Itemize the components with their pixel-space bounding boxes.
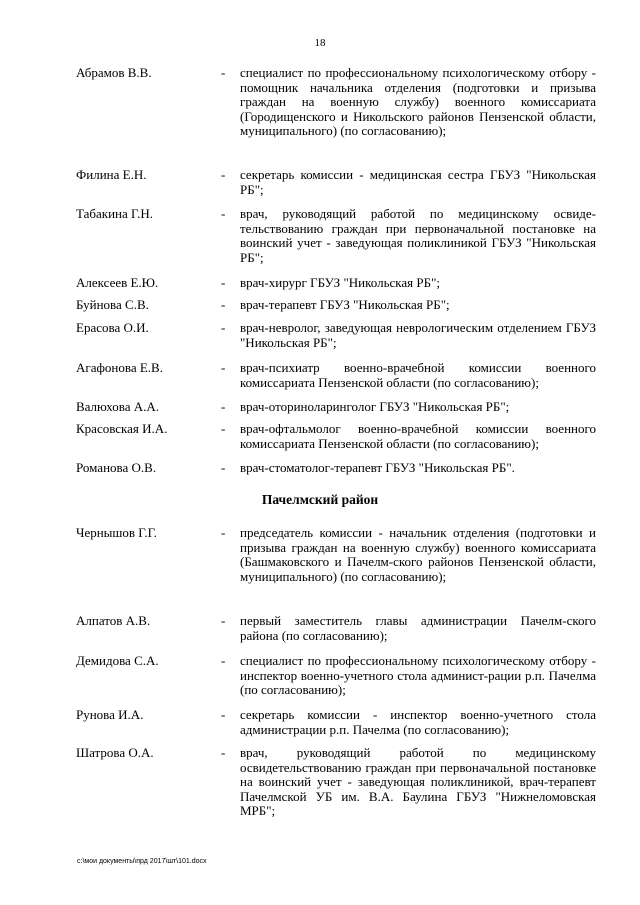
dash-separator: - bbox=[221, 320, 226, 335]
dash-separator: - bbox=[221, 65, 226, 80]
dash-separator: - bbox=[221, 421, 226, 436]
page-number: 18 bbox=[314, 37, 326, 49]
dash-separator: - bbox=[221, 275, 226, 290]
member-name: Алексеев Е.Ю. bbox=[76, 275, 159, 290]
dash-separator: - bbox=[221, 525, 226, 540]
file-path-footer: c:\мои документы\прд 2017\шт\101.docx bbox=[77, 858, 207, 865]
member-role: первый заместитель главы администрации Пачелм-ского района (по согласованию); bbox=[240, 613, 596, 643]
dash-separator: - bbox=[221, 707, 226, 722]
member-role: врач-офтальмолог военно-врачебной комиссии военного комиссариата Пензенской области (по согласованию); bbox=[240, 421, 596, 451]
member-name: Валюхова А.А. bbox=[76, 399, 160, 414]
member-role: врач-стоматолог-терапевт ГБУЗ "Никольская РБ". bbox=[240, 460, 515, 475]
dash-separator: - bbox=[221, 297, 226, 312]
member-name: Агафонова Е.В. bbox=[76, 360, 163, 375]
member-role: врач-психиатр военно-врачебной комиссии военного комиссариата Пензенской области (по согласованию); bbox=[240, 360, 596, 390]
member-name: Буйнова С.В. bbox=[76, 297, 149, 312]
member-name: Алпатов А.В. bbox=[76, 613, 151, 628]
member-name: Красовская И.А. bbox=[76, 421, 168, 436]
member-role: врач, руководящий работой по медицинскому освидетельствованию граждан при первоначальной постановке на воинский учет - заведующая поликлиникой, врач-терапевт Пачелмской УБ им. В.А. Баулина ГБУЗ "Нижнеломовская МРБ"; bbox=[240, 745, 596, 818]
member-role: секретарь комиссии - инспектор военно-учетного стола администрации р.п. Пачелма (по согласованию); bbox=[240, 707, 596, 737]
member-name: Табакина Г.Н. bbox=[76, 206, 153, 221]
member-name: Чернышов Г.Г. bbox=[76, 525, 157, 540]
member-name: Романова О.В. bbox=[76, 460, 157, 475]
member-role: врач-оториноларинголог ГБУЗ "Никольская РБ"; bbox=[240, 399, 510, 414]
member-name: Демидова С.А. bbox=[76, 653, 159, 668]
member-name: Рунова И.А. bbox=[76, 707, 144, 722]
member-role: врач-невролог, заведующая неврологическим отделением ГБУЗ "Никольская РБ"; bbox=[240, 320, 596, 350]
member-role: врач-хирург ГБУЗ "Никольская РБ"; bbox=[240, 275, 440, 290]
member-role: специалист по профессиональному психологическому отбору - инспектор военно-учетного стола админист-рации р.п. Пачелма (по согласованию); bbox=[240, 653, 596, 697]
dash-separator: - bbox=[221, 653, 226, 668]
section-title: Пачелмский район bbox=[261, 492, 379, 507]
member-role: секретарь комиссии - медицинская сестра ГБУЗ "Никольская РБ"; bbox=[240, 167, 596, 197]
member-role: специалист по профессиональному психологическому отбору - помощник начальника отделения (подготовки и призыва граждан на военную службу) военного комиссариата (Городищенского и Никольского районов Пензенской области, муниципального) (по согласованию); bbox=[240, 65, 596, 138]
dash-separator: - bbox=[221, 399, 226, 414]
member-name: Филина Е.Н. bbox=[76, 167, 147, 182]
dash-separator: - bbox=[221, 460, 226, 475]
dash-separator: - bbox=[221, 167, 226, 182]
dash-separator: - bbox=[221, 745, 226, 760]
member-name: Шатрова О.А. bbox=[76, 745, 154, 760]
member-name: Ерасова О.И. bbox=[76, 320, 149, 335]
member-role: врач, руководящий работой по медицинскому освиде-тельствованию граждан при первоначальной постановке на воинский учет - заведующая поликлиникой ГБУЗ "Никольская РБ"; bbox=[240, 206, 596, 265]
member-role: врач-терапевт ГБУЗ "Никольская РБ"; bbox=[240, 297, 450, 312]
member-name: Абрамов В.В. bbox=[76, 65, 152, 80]
dash-separator: - bbox=[221, 613, 226, 628]
dash-separator: - bbox=[221, 360, 226, 375]
dash-separator: - bbox=[221, 206, 226, 221]
member-role: председатель комиссии - начальник отделения (подготовки и призыва граждан на военную службу) военного комиссариата (Башмаковского и Пачелм-ского районов Пензенской области, муниципального) (по согласованию); bbox=[240, 525, 596, 584]
